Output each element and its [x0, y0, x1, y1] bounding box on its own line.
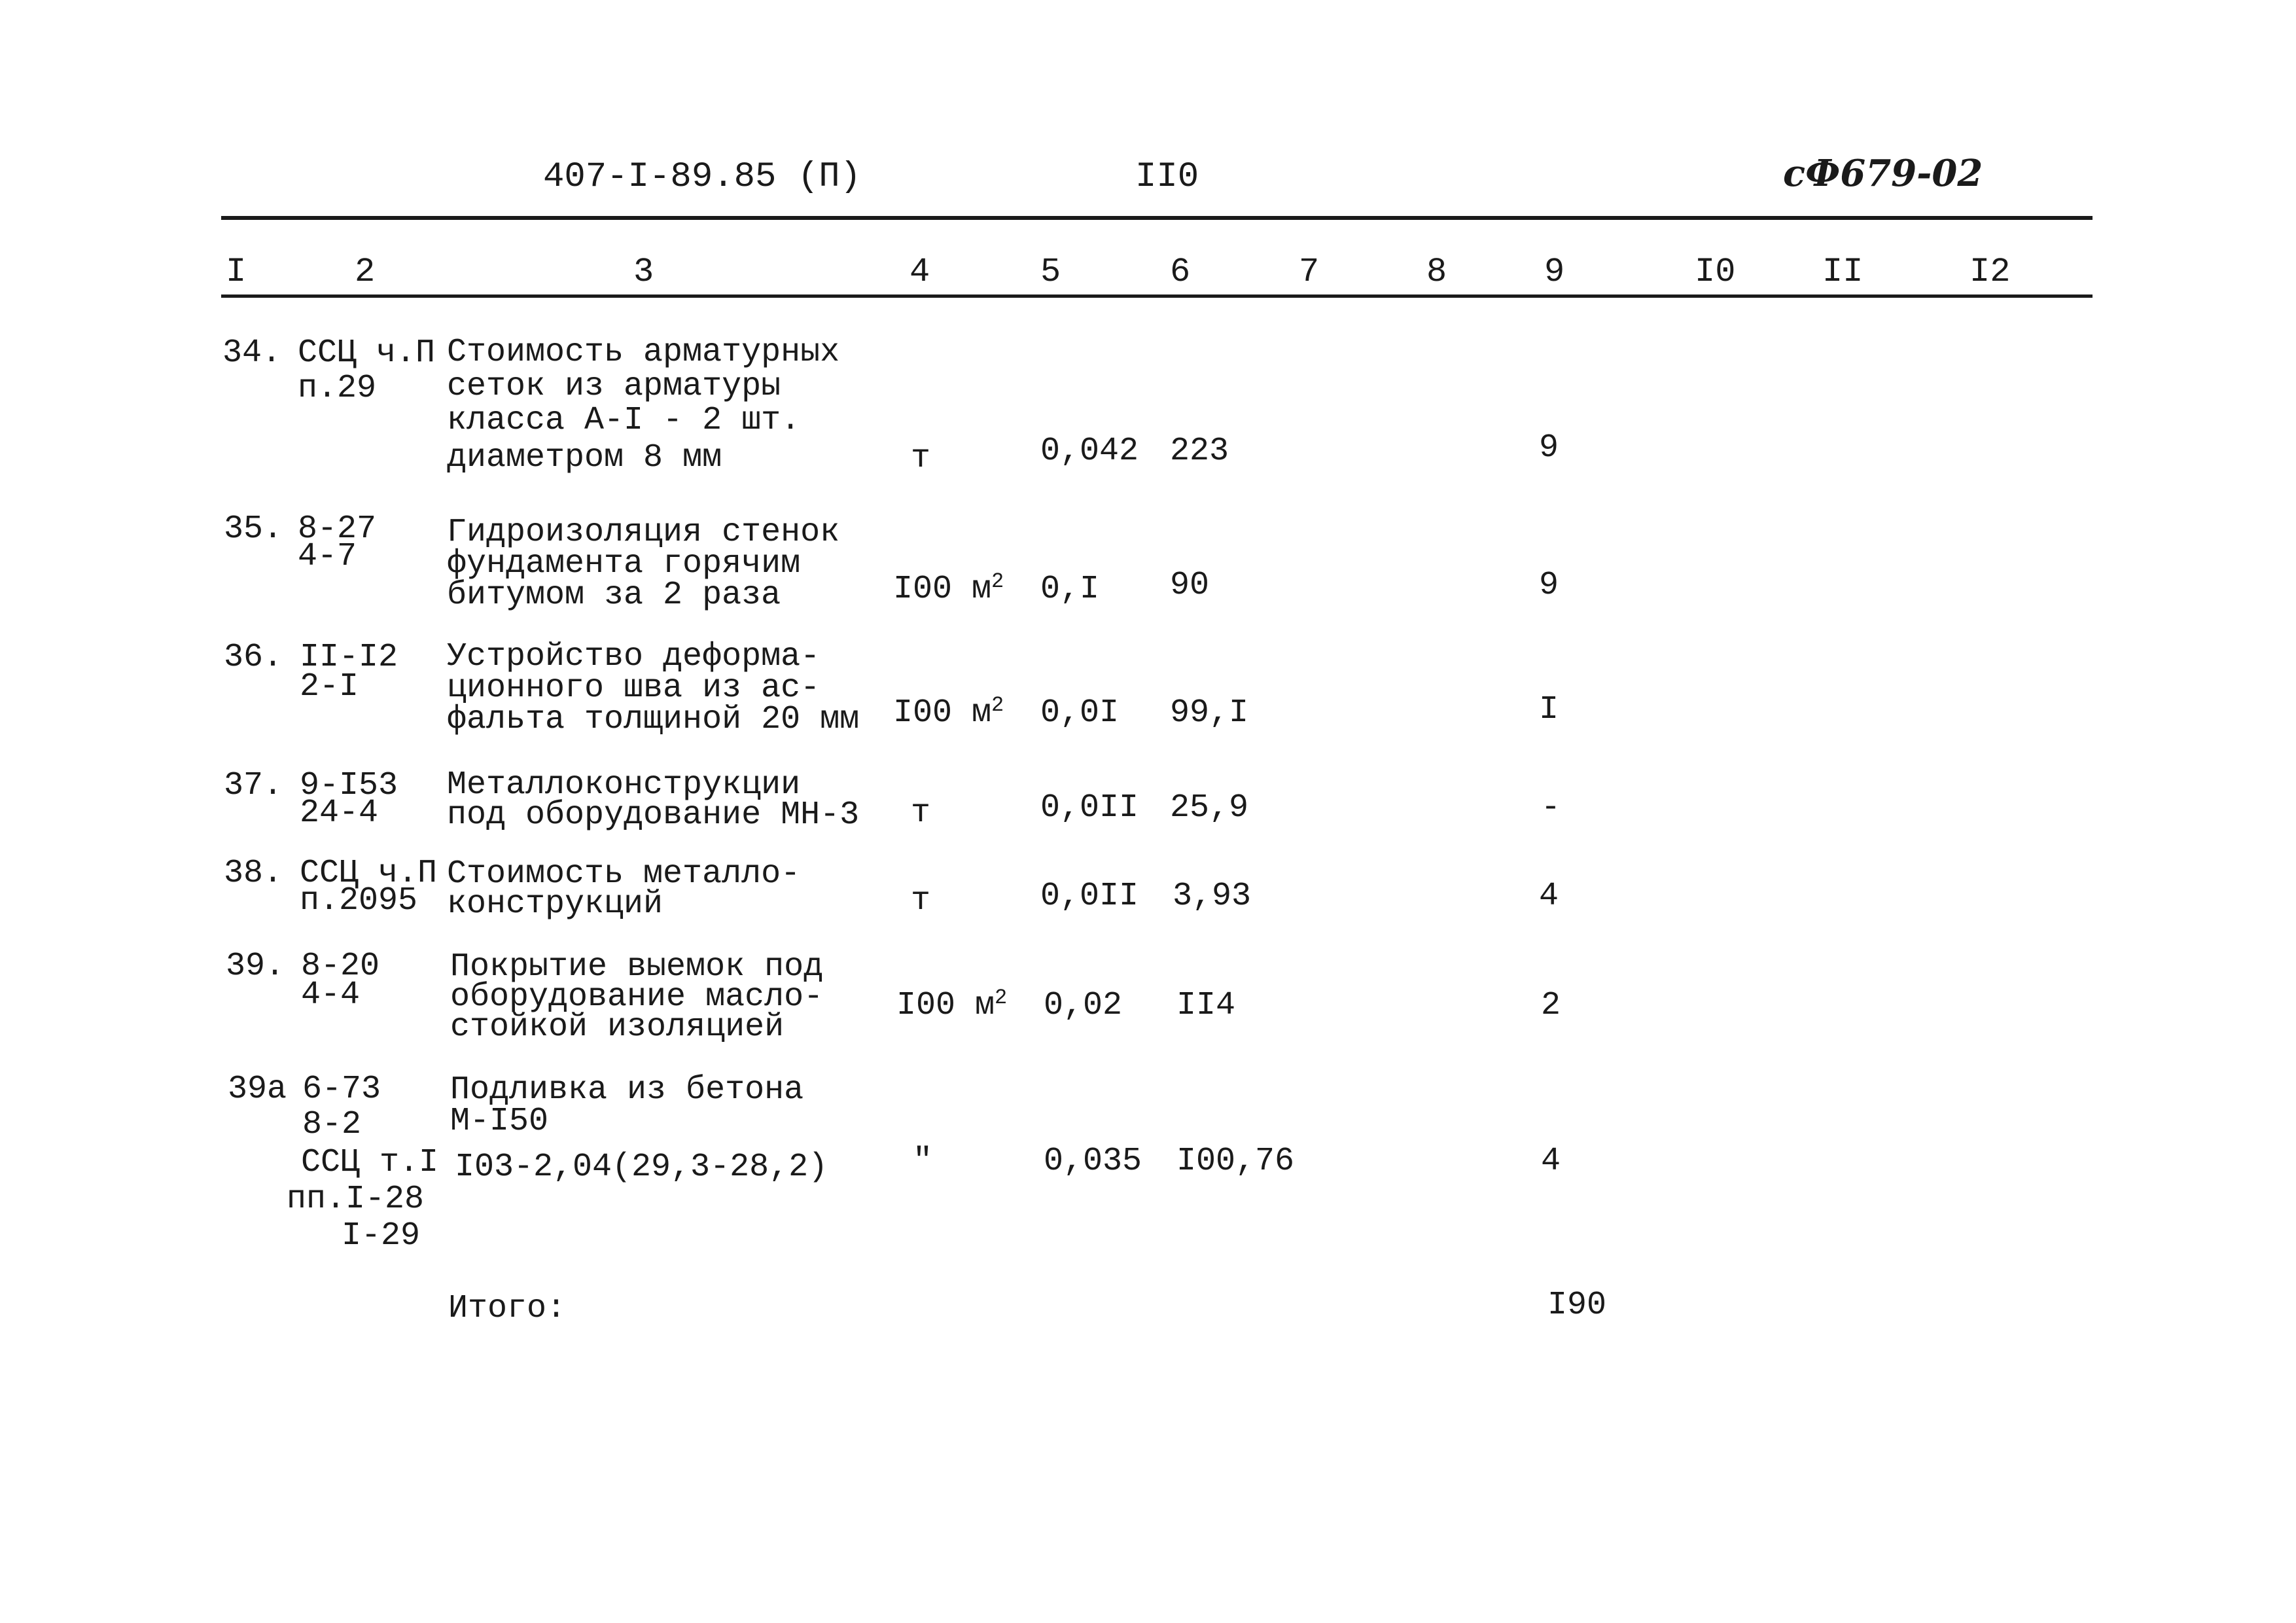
row-number: 34.	[222, 334, 282, 372]
cost-total: 9	[1539, 429, 1559, 467]
norm-reference: пп.I-28	[287, 1181, 425, 1218]
work-description: М-I50	[450, 1103, 549, 1140]
unit: I00 $м^2$	[893, 693, 1004, 732]
work-description: класса А-I - 2 шт.	[447, 402, 801, 439]
total-value: I90	[1547, 1287, 1607, 1324]
work-description: Стоимость металло-	[447, 855, 801, 893]
work-description: битумом за 2 раза	[447, 577, 781, 614]
work-description: фальта толщиной 20 мм	[447, 701, 860, 738]
work-description: Устройство деформа-	[447, 638, 821, 675]
row-number: 38.	[224, 855, 283, 892]
cost-total: 2	[1541, 987, 1561, 1024]
column-header: 9	[1544, 253, 1565, 291]
total-label: Итого:	[448, 1290, 567, 1327]
norm-reference: II-I2	[300, 639, 398, 676]
work-description: конструкций	[447, 885, 663, 923]
column-header: I2	[1969, 253, 2011, 291]
cost-total: -	[1541, 789, 1561, 827]
norm-reference: п.29	[298, 370, 377, 407]
work-description: фундамента горячим	[447, 545, 801, 582]
column-header: 6	[1170, 253, 1191, 291]
cost-total: I	[1539, 691, 1559, 728]
unit-price: 90	[1170, 567, 1210, 604]
unit-price: 99,I	[1170, 694, 1249, 732]
work-description: оборудование масло-	[450, 978, 824, 1016]
work-description: сеток из арматуры	[447, 368, 781, 405]
page-number: II0	[1135, 157, 1199, 197]
document-code: сФ679-02	[1783, 152, 1983, 195]
norm-reference: 6-73	[302, 1071, 381, 1108]
norm-reference: ССЦ ч.П	[300, 855, 438, 892]
work-description: под оборудование МН-3	[447, 796, 860, 834]
norm-reference: 8-27	[298, 510, 377, 548]
work-description: стойкой изоляцией	[450, 1008, 785, 1046]
quantity: 0,0II	[1040, 878, 1139, 915]
row-number: 39а	[228, 1071, 287, 1108]
norm-reference: 8-2	[302, 1106, 362, 1143]
norm-reference: I-29	[342, 1217, 421, 1255]
column-header: I0	[1695, 253, 1736, 291]
work-description: Гидроизоляция стенок	[447, 514, 840, 551]
column-header: 3	[633, 253, 654, 291]
unit-price: II4	[1176, 987, 1236, 1024]
unit: т	[911, 794, 931, 832]
unit: т	[911, 882, 931, 919]
work-description: Покрытие выемок под	[450, 948, 824, 986]
norm-reference: 24-4	[300, 794, 379, 832]
row-number: 39.	[226, 948, 285, 985]
work-description: диаметром 8 мм	[447, 439, 722, 476]
column-header: II	[1822, 253, 1863, 291]
norm-reference: 4-7	[298, 538, 357, 575]
work-description: Стоимость арматурных	[447, 334, 840, 371]
header-rule	[221, 216, 2093, 220]
quantity: 0,0II	[1040, 789, 1139, 827]
unit-price: 3,93	[1173, 878, 1252, 915]
row-number: 35.	[224, 510, 283, 548]
column-header: 7	[1299, 253, 1320, 291]
work-description: Металлоконструкции	[447, 766, 801, 804]
norm-reference: п.2095	[300, 882, 418, 919]
quantity: 0,035	[1044, 1143, 1142, 1180]
quantity: 0,042	[1040, 433, 1139, 470]
norm-reference: ССЦ т.I	[301, 1144, 439, 1181]
norm-reference: 2-I	[300, 668, 359, 705]
column-header: 8	[1426, 253, 1447, 291]
unit: I00 $м^2$	[893, 569, 1004, 608]
norm-reference: ССЦ ч.П	[298, 334, 436, 372]
norm-reference: 4-4	[301, 976, 361, 1014]
norm-reference: 9-I53	[300, 767, 398, 804]
norm-reference: 8-20	[301, 948, 380, 985]
cost-total: 9	[1539, 567, 1559, 604]
column-header: I	[226, 253, 247, 291]
quantity: 0,0I	[1040, 694, 1120, 732]
row-number: 37.	[224, 767, 283, 804]
unit: т	[911, 440, 931, 477]
unit-price: 223	[1170, 433, 1229, 470]
work-description: I03-2,04(29,3-28,2)	[455, 1149, 828, 1186]
unit-price: I00,76	[1176, 1143, 1295, 1180]
unit: "	[913, 1143, 933, 1180]
work-description: Подливка из бетона	[450, 1071, 804, 1109]
column-header: 5	[1040, 253, 1061, 291]
cost-total: 4	[1539, 878, 1559, 915]
unit: I00 $м^2$	[896, 986, 1008, 1024]
document-number: 407-I-89.85 (П)	[543, 157, 862, 197]
unit-price: 25,9	[1170, 789, 1249, 827]
column-header-rule	[221, 294, 2093, 298]
column-header: 4	[910, 253, 930, 291]
quantity: 0,02	[1044, 987, 1123, 1024]
quantity: 0,I	[1040, 571, 1100, 608]
row-number: 36.	[224, 639, 283, 676]
work-description: ционного шва из ас-	[447, 669, 821, 707]
cost-total: 4	[1541, 1143, 1561, 1180]
column-header: 2	[355, 253, 376, 291]
